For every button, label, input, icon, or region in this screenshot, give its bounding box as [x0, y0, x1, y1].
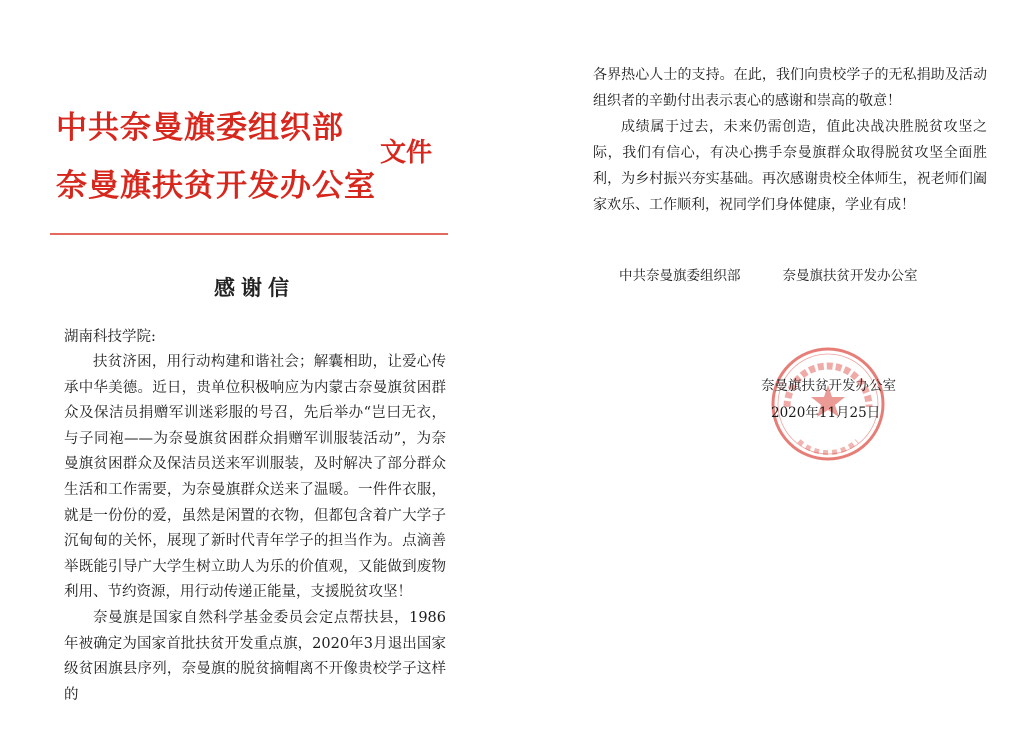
header-org-line-1: 中共奈曼旗委组织部: [56, 110, 344, 146]
letter-body-right: [593, 62, 987, 218]
signature-org-1: 中共奈曼旗委组织部: [619, 268, 741, 284]
header-org-line-2: 奈曼旗扶贫开发办公室: [56, 168, 376, 204]
body-paragraph-4: 成绩属于过去，未来仍需创造，值此决战决胜脱贫攻坚之际，我们有信心，有决心携手奈曼旗群众取得脱贫攻坚全面胜利，为乡村振兴夯实基础。再次感谢贵校全体师生，祝老师们阖家欢乐、工作顺利，祝同学们身体健康，学业有成！: [593, 119, 987, 213]
seal-organization: 奈曼旗扶贫开发办公室: [761, 378, 896, 394]
letter-body-left: [64, 350, 446, 708]
signature-row: [619, 264, 918, 284]
letter-date: 2020年11月25日: [771, 405, 881, 421]
body-paragraph-2: 奈曼旗是国家自然科学基金委员会定点帮扶县，1986年被确定为国家首批扶贫开发重点旗，2020年3月退出国家级贫困旗县序列，奈曼旗的脱贫摘帽离不开像贵校学子这样的: [64, 609, 446, 703]
body-paragraph-1: 扶贫济困，用行动构建和谐社会；解囊相助，让爱心传承中华美德。近日，贵单位积极响应为内蒙古奈曼旗贫困群众及保洁员捐赠军训迷彩服的号召，先后举办“岂曰无衣，与子同袍——为奈曼旗贫困群众捐赠军训服装活动”，为奈曼旗贫困群众及保洁员送来军训服装，及时解决了部分群众生活和工作需要，为奈曼旗群众送来了温暖。一件件衣服，就是一份份的爱，虽然是闲置的衣物，但都包含着广大学子沉甸甸的关怀，展现了新时代青年学子的担当作为。点滴善举既能引导广大学生树立助人为乐的价值观，又能做到废物利用、节约资源，用行动传递正能量，支援脱贫攻坚！: [64, 354, 446, 601]
header-divider: [50, 233, 448, 235]
letter-title: 感谢信: [214, 275, 295, 300]
salutation: 湖南科技学院:: [64, 329, 156, 345]
body-paragraph-3: 各界热心人士的支持。在此，我们向贵校学子的无私捐助及活动组织者的辛勤付出表示衷心的感谢和崇高的敬意！: [593, 67, 987, 109]
signature-org-2: 奈曼旗扶贫开发办公室: [782, 268, 918, 284]
header-document-label: 文件: [380, 138, 433, 168]
right-page: [509, 0, 1018, 750]
